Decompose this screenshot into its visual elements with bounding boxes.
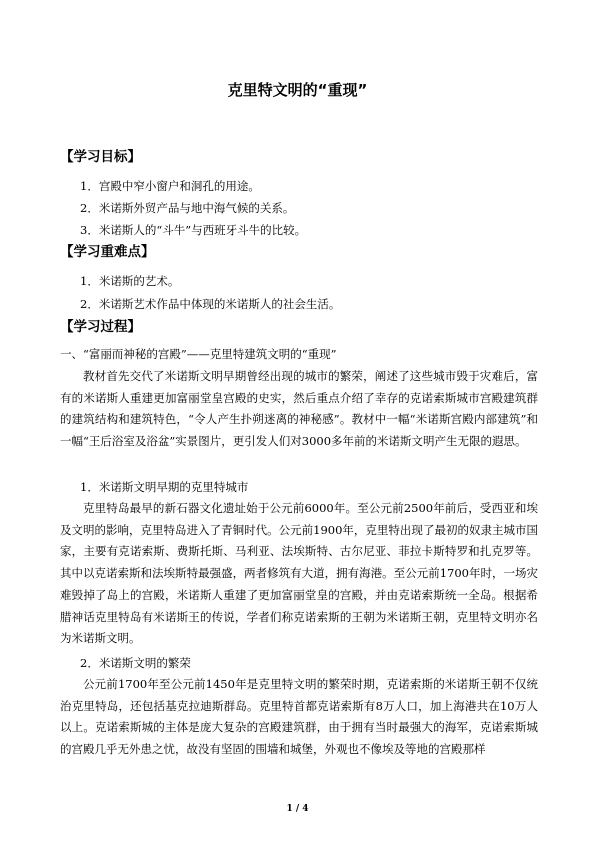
key-point-item-1: 1．米诺斯的艺术。 bbox=[80, 274, 180, 288]
objective-item-3: 3．米诺斯人的“斗牛”与西班牙斗牛的比较。 bbox=[80, 223, 307, 237]
intro-paragraph: 教材首先交代了米诺斯文明早期曾经出现的城市的繁荣，阐述了这些城市毁于灾难后，富有的米诺斯人重建更加富丽堂皇宫殿的史实，然后重点介绍了幸存的克诺索斯城市宫殿建筑群的建筑结构和建筑特色，“令人产生扑朔迷离的神秘感”。教材中一幅“米诺斯宫殿内部建筑”和一幅“王后浴室及浴盆”实景图片，更引发人们对3000多年前的米诺斯文明产生无限的遐思。 bbox=[60, 369, 538, 449]
objective-item-2: 2．米诺斯外贸产品与地中海气候的关系。 bbox=[80, 201, 295, 215]
subsection-1-title: 1．米诺斯文明早期的克里特城市 bbox=[80, 480, 249, 494]
document-title: 克里特文明的“重现” bbox=[227, 81, 368, 99]
objective-item-1: 1．宫殿中窄小窗户和洞孔的用途。 bbox=[80, 179, 260, 193]
process-heading: 【学习过程】 bbox=[60, 319, 141, 335]
subsection-1-paragraph: 克里特岛最早的新石器文化遗址始于公元前6000年。至公元前2500年前后，受西亚和埃及文明的影响，克里特岛进入了青铜时代。公元前1900年，克里特出现了最初的奴隶主城市国家，主要有克诺索斯、费斯托斯、马利亚、法埃斯特、古尔尼亚、菲拉卡斯特罗和扎克罗等。其中以克诺索斯和法埃斯特最强盛，两者修筑有大道，拥有海港。至公元前1700年时，一场灾难毁掉了岛上的宫殿，米诺斯人重建了更加富丽堂皇的宫殿，并由克诺索斯统一全岛。根据希腊神话克里特岛有米诺斯王的传说，学者们称克诺索斯的王朝为米诺斯王朝，克里特文明亦名为米诺斯文明。 bbox=[60, 501, 538, 646]
page-number: 1 / 4 bbox=[286, 804, 309, 814]
section-title: 一、“富丽而神秘的宫殿”——克里特建筑文明的“重现” bbox=[60, 347, 337, 361]
objectives-heading: 【学习目标】 bbox=[60, 149, 141, 165]
key-point-item-2: 2．米诺斯艺术作品中体现的米诺斯人的社会生活。 bbox=[80, 297, 341, 311]
key-points-heading: 【学习重难点】 bbox=[60, 244, 155, 260]
subsection-2-title: 2．米诺斯文明的繁荣 bbox=[80, 656, 191, 670]
subsection-2-paragraph: 公元前1700年至公元前1450年是克里特文明的繁荣时期，克诺索斯的米诺斯王朝不仅统治克里特岛，还包括基克拉迪斯群岛。克里特首都克诺索斯有8万人口，加上海港共在10万人以上。克诺索斯城的主体是庞大复杂的宫殿建筑群，由于拥有当时最强大的海军，克诺索斯城的宫殿几乎无外患之忧，故没有坚固的围墙和城堡，外观也不像埃及等地的宫殿那样 bbox=[60, 677, 538, 757]
